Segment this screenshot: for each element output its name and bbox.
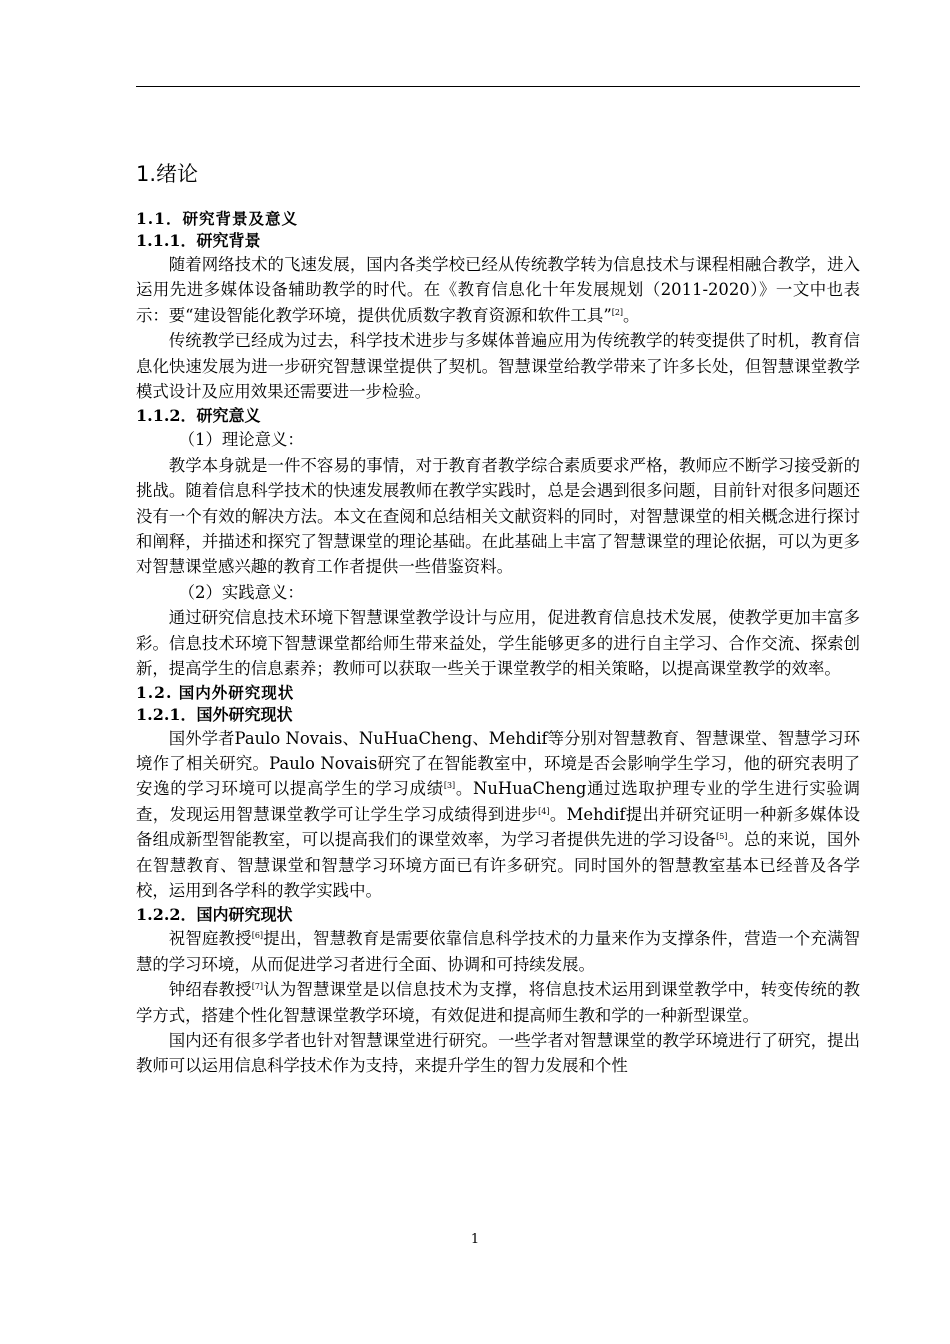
page-number: 1 <box>470 1232 480 1247</box>
section-heading-1-2-1: 1.2.1．国外研究现状 <box>136 704 293 724</box>
paragraph-domestic-2: 钟绍春教授[7]认为智慧课堂是以信息技术为支撑，将信息技术运用到课堂教学中，转变传统的教学方式，搭建个性化智慧课堂教学环境，有效促进和提高师生教和学的一种新型课堂。 <box>136 980 861 1025</box>
list-item-theory: （1）理论意义： <box>178 430 304 450</box>
citation-ref[interactable]: [3] <box>443 781 456 791</box>
citation-ref[interactable]: [7] <box>251 982 264 992</box>
section-heading-1-1-2: 1.1.2．研究意义 <box>136 406 261 426</box>
chapter-title: 1.绪论 <box>136 162 199 186</box>
section-heading-1-2-2: 1.2.2．国内研究现状 <box>136 905 293 925</box>
citation-ref[interactable]: [2] <box>611 307 624 317</box>
section-heading-1-2: 1.2. 国内外研究现状 <box>136 682 295 702</box>
header-rule <box>136 86 860 87</box>
document-body <box>136 158 860 1079</box>
paragraph-practice: 通过研究信息技术环境下智慧课堂教学设计与应用，促进教育信息技术发展，使教学更加丰富多彩。信息技术环境下智慧课堂都给师生带来益处，学生能够更多的进行自主学习、合作交流、探索创新，提高学生的信息素养；教师可以获取一些关于课堂教学的相关策略，以提高课堂教学的效率。 <box>136 608 860 679</box>
citation-ref[interactable]: [4] <box>538 806 550 816</box>
list-item-practice: （2）实践意义： <box>178 582 304 602</box>
paragraph-theory: 教学本身就是一件不容易的事情，对于教育者教学综合素质要求严格，教师应不断学习接受新的挑战。随着信息科学技术的快速发展教师在教学实践时，总是会遇到很多问题，目前针对很多问题还没有一个有效的解决方法。本文在查阅和总结相关文献资料的同时，对智慧课堂的相关概念进行探讨和阐释，并描述和探究了智慧课堂的理论基础。在此基础上丰富了智慧课堂的理论依据，可以为更多对智慧课堂感兴趣的教育工作者提供一些借鉴资料。 <box>136 455 860 577</box>
section-heading-1-1: 1.1．研究背景及意义 <box>136 209 298 228</box>
paragraph-background-1: 随着网络技术的飞速发展，国内各类学校已经从传统教学转为信息技术与课程相融合教学，进入运用先进多媒体设备辅助教学的时代。在《教育信息化十年发展规划（2011-2020）》一文中也表示：要“建设智能化教学环境，提供优质数字教育资源和软件工具”[2]。 <box>136 255 860 325</box>
citation-ref[interactable]: [5] <box>716 832 728 842</box>
citation-ref[interactable]: [6] <box>251 931 264 941</box>
paragraph-background-2: 传统教学已经成为过去，科学技术进步与多媒体普遍应用为传统教学的转变提供了时机，教育信息化快速发展为进一步研究智慧课堂提供了契机。智慧课堂给教学带来了许多长处，但智慧课堂教学模式设计及应用效果还需要进一步检验。 <box>136 331 860 402</box>
paragraph-domestic-1: 祝智庭教授[6]提出，智慧教育是需要依靠信息科学技术的力量来作为支撑条件，营造一个充满智慧的学习环境，从而促进学习者进行全面、协调和可持续发展。 <box>136 929 861 974</box>
paragraph-domestic-3: 国内还有很多学者也针对智慧课堂进行研究。一些学者对智慧课堂的教学环境进行了研究，提出教师可以运用信息科学技术作为支持，来提升学生的智力发展和个性 <box>136 1030 860 1076</box>
section-heading-1-1-1: 1.1.1．研究背景 <box>136 231 261 250</box>
paragraph-foreign-research: 国外学者Paulo Novais、NuHuaCheng、Mehdif等分别对智慧教育、智慧课堂、智慧学习环境作了相关研究。Paulo Novais研究了在智能教室中，环境是否会影响学生学习，他的研究表明了安逸的学习环境可以提高学生的学习成绩[3]。NuHuaCheng通过选取护理专业的学生进行实验调查，发现运用智慧课堂教学可让学生学习成绩得到进步[4]。Mehdif提出并研究证明一种新多媒体设备组成新型智能教室，可以提高我们的课堂效率，为学习者提供先进的学习设备[5]。总的来说，国外在智慧教育、智慧课堂和智慧学习环境方面已有许多研究。同时国外的智慧教室基本已经普及各学校，运用到各学科的教学实践中。 <box>136 728 861 900</box>
